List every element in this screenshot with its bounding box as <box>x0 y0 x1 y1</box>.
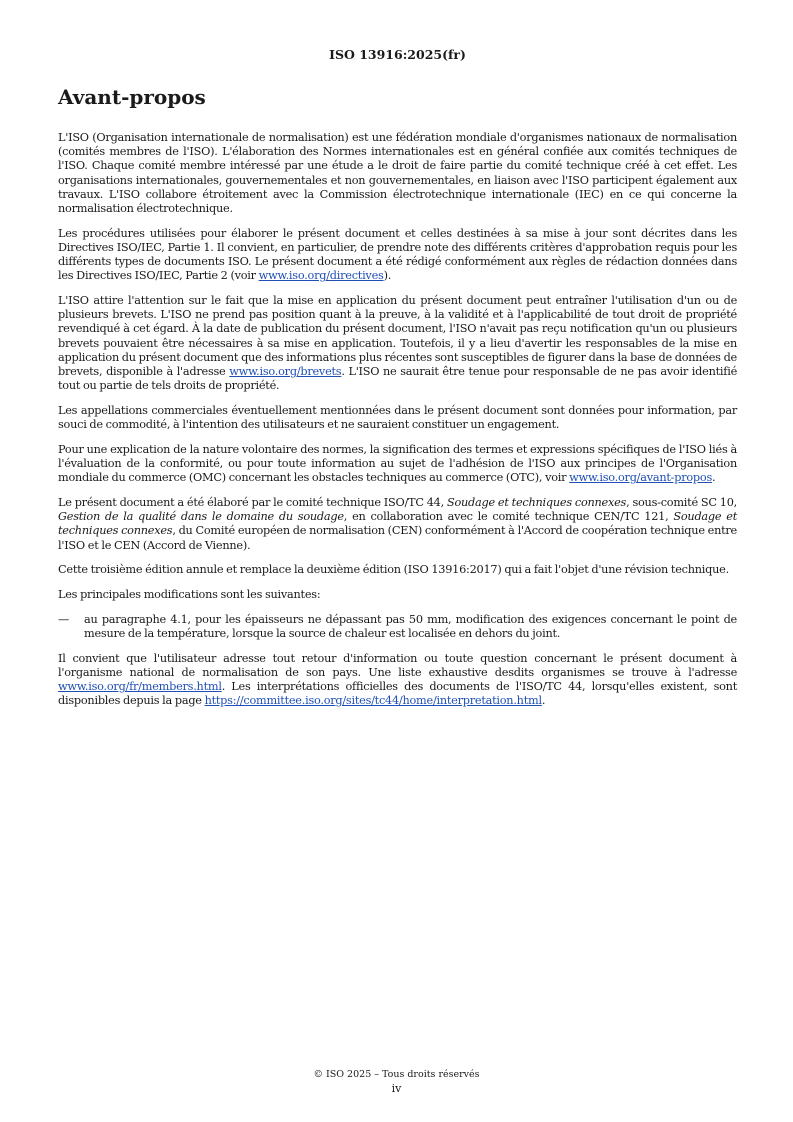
paragraph-feedback: Il convient que l'utilisateur adresse tout retour d'information ou toute question concernant le présent document à l'organisme national de normalisation de son pays. Une liste exhaustive desdits organismes se trouve à l'adresse www.iso.org/fr/members.html. Les interprétations officielles des documents de l'ISO/TC 44, lorsqu'elles existent, sont disponibles depuis la page https://committee.iso.org/sites/tc44/home/interpretation.html. <box>58 651 737 708</box>
document-id: ISO 13916:2025(fr) <box>329 47 466 62</box>
copyright-notice: © ISO 2025 – Tous droits réservés <box>313 1069 480 1080</box>
list-item <box>58 613 737 641</box>
section-title: Avant-propos <box>58 85 206 109</box>
paragraph-iso-intro: L'ISO (Organisation internationale de normalisation) est une fédération mondiale d'organismes nationaux de normalisation (comités membres de l'ISO). L'élaboration des Normes internationales est en général confiée aux comités techniques de l'ISO. Chaque comité membre intéressé par une étude a le droit de faire partie du comité technique créé à cet effet. Les organisations internationales, gouvernementales et non gouvernementales, en liaison avec l'ISO participent également aux travaux. L'ISO collabore étroitement avec la Commission électrotechnique internationale (IEC) en ce qui concerne la normalisation électrotechnique. <box>58 131 737 216</box>
link-members[interactable]: www.iso.org/fr/members.html <box>58 680 222 693</box>
link-avant-propos[interactable]: www.iso.org/avant-propos <box>569 471 712 485</box>
paragraph-procedures: Les procédures utilisées pour élaborer le présent document et celles destinées à sa mise à jour sont décrites dans les Directives ISO/IEC, Partie 1. Il convient, en particulier, de prendre note des différents critères d'approbation requis pour les différents types de documents ISO. Le présent document a été rédigé conformément aux règles de rédaction données dans les Directives ISO/IEC, Partie 2 (voir www.iso.org/directives). <box>58 226 737 283</box>
page-footer <box>0 1068 793 1096</box>
list-item-text: au paragraphe 4.1, pour les épaisseurs ne dépassant pas 50 mm, modification des exigences concernant le point de mesure de la température, lorsque la source de chaleur est localisée en dehors du joint. <box>84 612 737 640</box>
dash-bullet: — <box>58 612 70 626</box>
link-interpretation[interactable]: https://committee.iso.org/sites/tc44/home/interpretation.html <box>204 694 542 708</box>
page-number: iv <box>391 1082 402 1095</box>
paragraph-voluntary-nature: Pour une explication de la nature volontaire des normes, la signification des termes et expressions spécifiques de l'ISO liés à l'évaluation de la conformité, ou pour toute information au sujet de l'adhésion de l'ISO aux principes de l'Organisation mondiale du commerce (OMC) concernant les obstacles techniques au commerce (OTC), voir www.iso.org/avant-propos. <box>58 442 737 485</box>
paragraph-changes-intro: Les principales modifications sont les suivantes: <box>58 587 321 601</box>
body-text <box>58 131 737 719</box>
paragraph-edition: Cette troisième édition annule et remplace la deuxième édition (ISO 13916:2017) qui a fait l'objet d'une révision technique. <box>58 563 729 577</box>
paragraph-trade-names: Les appellations commerciales éventuellement mentionnées dans le présent document sont données pour information, par souci de commodité, à l'intention des utilisateurs et ne sauraient constituer un engagement. <box>58 403 737 432</box>
paragraph-patents: L'ISO attire l'attention sur le fait que la mise en application du présent document peut entraîner l'utilisation d'un ou de plusieurs brevets. L'ISO ne prend pas position quant à la preuve, à la validité et à l'applicabilité de tout droit de propriété revendiqué à cet égard. À la date de publication du présent document, l'ISO n'avait pas reçu notification qu'un ou plusieurs brevets pouvaient être nécessaires à sa mise en application. Toutefois, il y a lieu d'avertir les responsables de la mise en application du présent document que des informations plus récentes sont susceptibles de figurer dans la base de données de brevets, disponible à l'adresse www.iso.org/brevets. L'ISO ne saurait être tenue pour responsable de ne pas avoir identifié tout ou partie de tels droits de propriété. <box>58 294 737 393</box>
paragraph-committee: Le présent document a été élaboré par le comité technique ISO/TC 44, Soudage et techniques connexes, sous-comité SC 10, Gestion de la qualité dans le domaine du soudage, en collaboration avec le comité technique CEN/TC 121, Soudage et techniques connexes, du Comité européen de normalisation (CEN) conformément à l'Accord de coopération technique entre l'ISO et le CEN (Accord de Vienne). <box>58 495 737 552</box>
link-directives[interactable]: www.iso.org/directives <box>258 269 384 283</box>
link-brevets[interactable]: www.iso.org/brevets <box>229 365 342 379</box>
